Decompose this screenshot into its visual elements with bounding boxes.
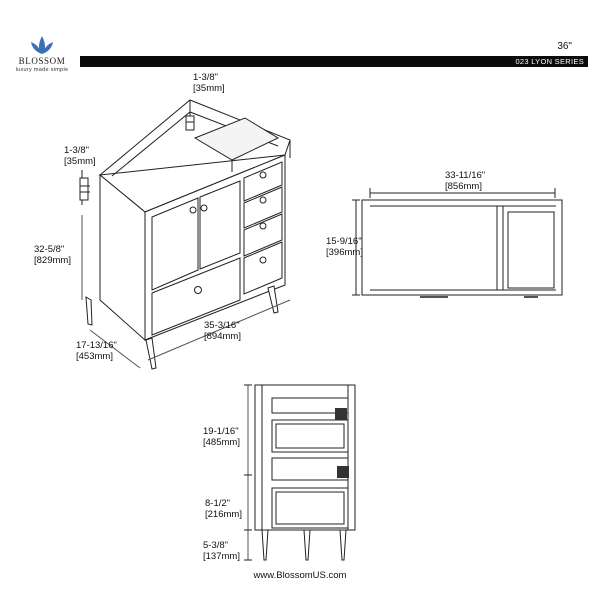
- brand-name: BLOSSOM: [18, 56, 66, 66]
- dim-height-imperial: 32-5/8": [34, 244, 65, 255]
- dim-inner-height: [326, 236, 363, 258]
- side-section-view: [244, 385, 355, 560]
- dim-section-lower: [205, 498, 242, 520]
- dim-side-depth: [64, 145, 96, 167]
- series-header-bar: [80, 56, 588, 67]
- website-url: www.BlossomUS.com: [253, 570, 347, 581]
- dim-section-upper-imperial: 19-1/16": [203, 426, 239, 437]
- dim-height: [34, 244, 71, 266]
- dim-leg-height: [203, 540, 240, 562]
- brand-tagline: luxury made simple: [15, 67, 69, 73]
- dim-inner-width-metric: [856mm]: [445, 181, 482, 192]
- top-plan-view: [352, 188, 562, 298]
- dim-section-upper: [203, 426, 240, 448]
- dim-leg-height-metric: [137mm]: [203, 551, 240, 562]
- dim-height-metric: [829mm]: [34, 255, 71, 266]
- dim-side-depth-imperial: 1-3/8": [64, 145, 90, 156]
- brand-logo: [6, 34, 78, 74]
- dim-depth-imperial: 17-13/16": [76, 340, 117, 351]
- dim-top-depth: [193, 72, 225, 94]
- dim-inner-width: [445, 170, 485, 192]
- isometric-vanity-view: [80, 100, 290, 369]
- dim-width-imperial: 35-3/16": [204, 320, 240, 331]
- dim-top-depth-metric: [35mm]: [193, 83, 225, 94]
- dim-inner-height-metric: [396mm]: [326, 247, 363, 258]
- dim-depth: [76, 340, 117, 362]
- dim-top-depth-imperial: 1-3/8": [193, 72, 219, 83]
- dim-leg-height-imperial: 5-3/8": [203, 540, 229, 551]
- series-name: 023 LYON SERIES: [515, 57, 584, 66]
- vanity-size: 36": [557, 41, 572, 52]
- dim-side-depth-metric: [35mm]: [64, 156, 96, 167]
- dim-section-lower-metric: [216mm]: [205, 509, 242, 520]
- dim-width: [204, 320, 241, 342]
- dim-section-lower-imperial: 8-1/2": [205, 498, 231, 509]
- dim-width-metric: [894mm]: [204, 331, 241, 342]
- dim-inner-width-imperial: 33-11/16": [445, 170, 486, 181]
- dim-section-upper-metric: [485mm]: [203, 437, 240, 448]
- dim-depth-metric: [453mm]: [76, 351, 113, 362]
- dim-inner-height-imperial: 15-9/16": [326, 236, 362, 247]
